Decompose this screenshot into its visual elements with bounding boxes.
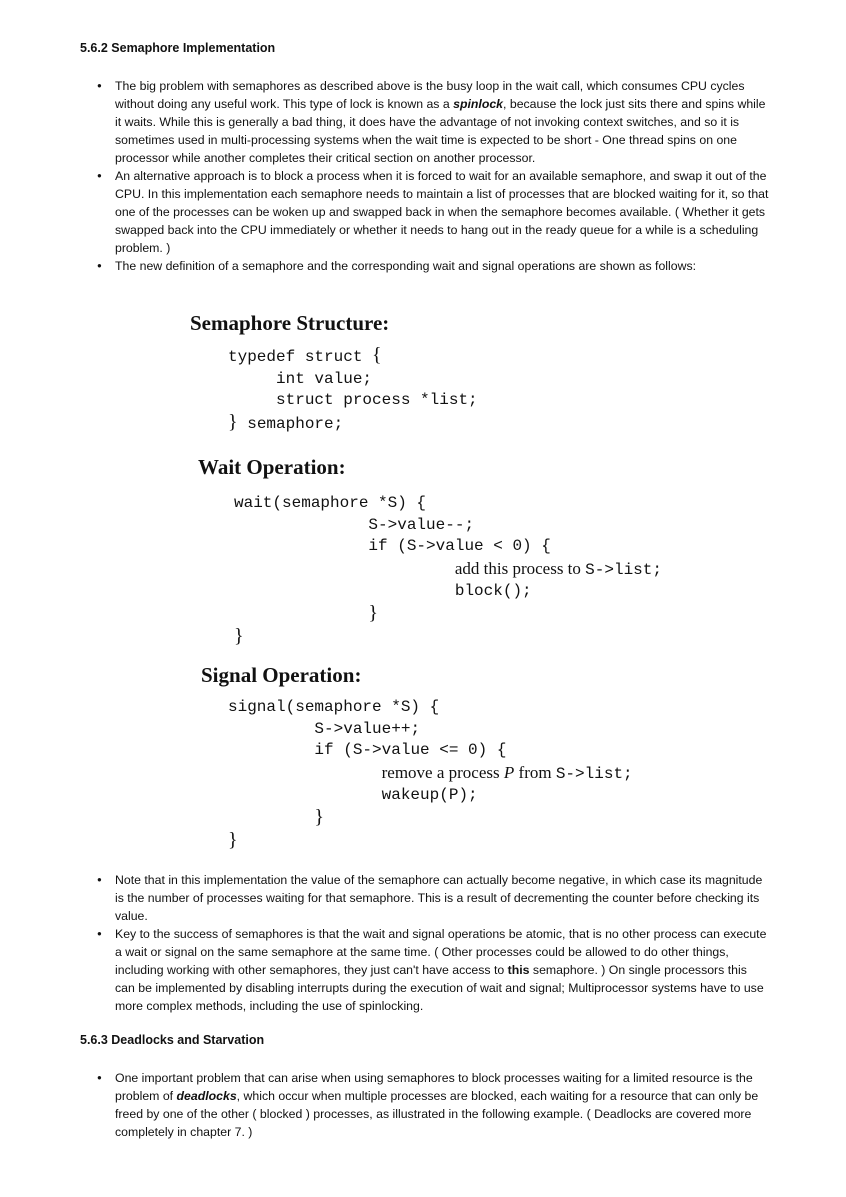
- semaphore-code-figure: [186, 305, 662, 860]
- wait-code: wait(semaphore *S) { S->value--; if (S->value < 0) { add this process to S->list; block(); } }: [234, 494, 662, 647]
- structure-code: typedef struct { int value; struct process *list; } semaphore;: [228, 344, 478, 433]
- list-item: ● The big problem with semaphores as described above is the busy loop in the wait call, which consumes CPU cycles without doing any useful work. This type of lock is known as a spinlock, because the lock just sits there and spins while it waits. While this is generally a bad thing, it does have the advantage of not invoking context switches, and so it is sometimes used in multi-processing systems when the wait time is expected to be short - One thread spins on one processor while another completes their critical section on another processor.: [97, 77, 769, 167]
- emphasis-this: this: [507, 963, 530, 977]
- term-deadlocks: deadlocks: [176, 1089, 237, 1103]
- bullet-list-deadlocks: [97, 1069, 769, 1141]
- list-item: ● One important problem that can arise when using semaphores to block processes waiting for a limited resource is the problem of deadlocks, which occur when multiple processes are blocked, each waiting for a resource that can only be freed by one of the other ( blocked ) processes, as illustrated in the following example. ( Deadlocks are covered more completely in chapter 7. ): [97, 1069, 769, 1141]
- bullet-list-semaphore-notes: [97, 871, 769, 1015]
- list-item: ● An alternative approach is to block a process when it is forced to wait for an available semaphore, and swap it out of the CPU. In this implementation each semaphore needs to maintain a list of processes that are blocked waiting for it, so that one of the processes can be woken up and swapped back in when the semaphore becomes available. ( Whether it gets swapped back into the CPU immediately or whether it needs to hang out in the ready queue for a while is a scheduling problem. ): [97, 167, 769, 257]
- list-item: ● Note that in this implementation the value of the semaphore can actually become negative, in which case its magnitude is the number of processes waiting for that semaphore. This is a result of decrementing the counter before checking its value.: [97, 871, 769, 925]
- signal-title: Signal Operation:: [201, 663, 362, 687]
- section-heading-5-6-2: 5.6.2 Semaphore Implementation: [80, 41, 276, 55]
- list-item: ● The new definition of a semaphore and the corresponding wait and signal operations are shown as follows:: [97, 257, 769, 275]
- section-heading-5-6-3: 5.6.3 Deadlocks and Starvation: [80, 1033, 265, 1047]
- term-spinlock: spinlock: [453, 97, 504, 111]
- signal-code: signal(semaphore *S) { S->value++; if (S->value <= 0) { remove a process P from S->list; wakeup(P); } }: [228, 698, 633, 851]
- structure-title: Semaphore Structure:: [190, 311, 390, 335]
- wait-title: Wait Operation:: [198, 455, 346, 479]
- bullet-list-semaphore-implementation: [97, 77, 769, 275]
- list-item: ● Key to the success of semaphores is that the wait and signal operations be atomic, that is no other process can execute a wait or signal on the same semaphore at the same time. ( Other processes could be allowed to do other things, including working with other semaphores, they just can't have access to this semaphore. ) On single processors this can be implemented by disabling interrupts during the execution of wait and signal; Multiprocessor systems have to use more complex methods, including the use of spinlocking.: [97, 925, 769, 1015]
